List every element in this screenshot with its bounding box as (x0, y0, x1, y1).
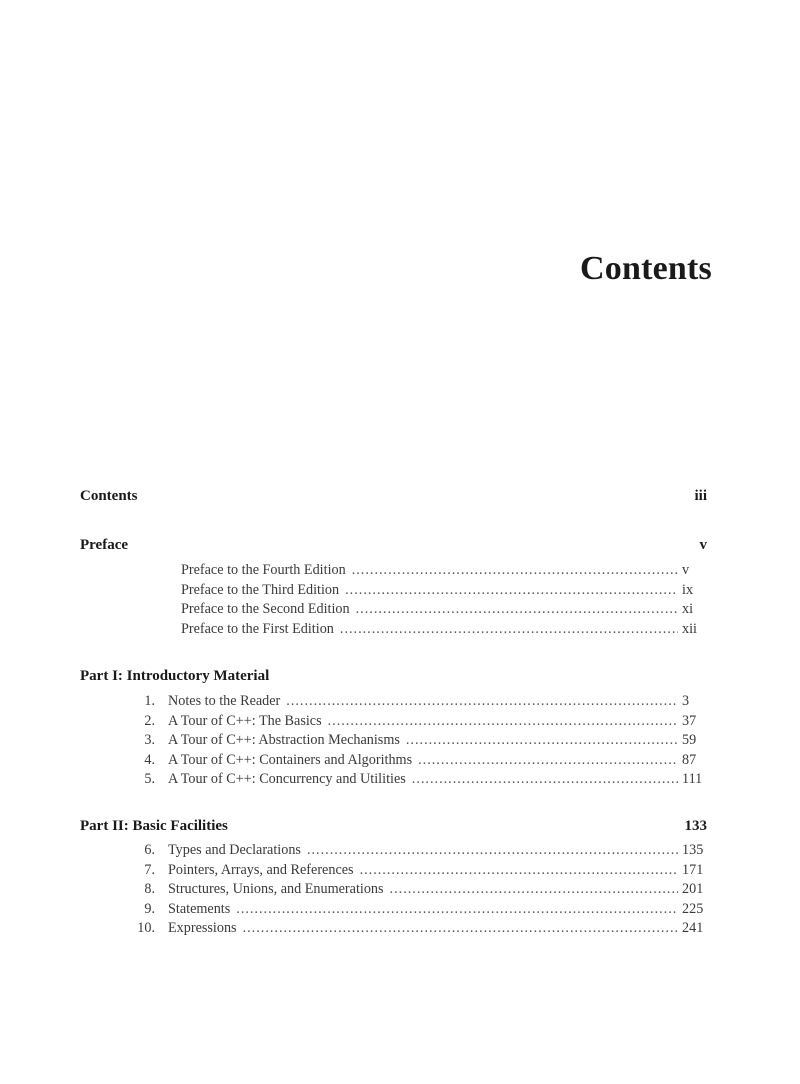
entry-title: Structures, Unions, and Enumerations (168, 881, 384, 898)
toc-section-part1[interactable] (80, 666, 707, 686)
entry-title: Preface to the Third Edition (181, 581, 340, 598)
toc-entry[interactable] (80, 581, 707, 601)
dot-leader (307, 841, 678, 861)
entry-title: Preface to the First Edition (181, 620, 334, 637)
preface-entries (80, 561, 707, 639)
entry-page: ix (682, 581, 694, 598)
toc-entry[interactable] (80, 919, 707, 939)
dot-leader (243, 919, 678, 939)
dot-leader (328, 712, 678, 732)
dot-leader (360, 861, 678, 881)
toc-entry[interactable] (80, 900, 707, 920)
entry-title: Preface to the Second Edition (181, 601, 350, 618)
entry-page: 37 (682, 712, 697, 729)
section-label: Preface (80, 537, 129, 553)
entry-page: 59 (682, 732, 697, 749)
entry-title: A Tour of C++: Abstraction Mechanisms (168, 732, 400, 749)
entry-page: xii (682, 620, 697, 637)
section-label: Contents (80, 488, 138, 504)
section-page: iii (694, 488, 707, 504)
section-label: Part I: Introductory Material (80, 668, 270, 684)
entry-number: 1. (144, 693, 155, 709)
toc-entry[interactable] (80, 880, 707, 900)
dot-leader (236, 900, 678, 920)
entry-number: 8. (144, 881, 155, 898)
entry-page: v (682, 562, 690, 578)
toc-entry[interactable] (80, 861, 707, 881)
entry-number: 2. (144, 712, 155, 729)
dot-leader (340, 620, 678, 640)
toc-entry[interactable] (80, 561, 707, 581)
section-page: 133 (684, 818, 707, 834)
toc-section-preface[interactable] (80, 535, 707, 555)
toc-entry[interactable] (80, 692, 707, 712)
dot-leader (345, 581, 678, 601)
dot-leader (390, 880, 678, 900)
entry-number: 10. (137, 920, 155, 937)
section-label: Part II: Basic Facilities (80, 818, 228, 834)
toc-entry[interactable] (80, 731, 707, 751)
toc-entry[interactable] (80, 620, 707, 640)
entry-page: 241 (682, 920, 704, 937)
entry-title: A Tour of C++: The Basics (168, 712, 322, 729)
entry-title: A Tour of C++: Containers and Algorithms (168, 751, 413, 768)
entry-title: Statements (168, 900, 231, 917)
entry-number: 6. (144, 842, 155, 858)
dot-leader (286, 692, 678, 712)
entry-page: 87 (682, 751, 697, 768)
entry-page: xi (682, 601, 694, 618)
page-title: Contents (580, 250, 712, 287)
toc-entry[interactable] (80, 751, 707, 771)
entry-number: 5. (144, 771, 155, 788)
entry-page: 201 (682, 881, 704, 898)
toc-entry[interactable] (80, 712, 707, 732)
entry-page: 111 (682, 771, 703, 788)
dot-leader (412, 770, 678, 790)
entry-title: Pointers, Arrays, and References (168, 861, 354, 878)
entry-number: 3. (144, 732, 155, 749)
entry-page: 3 (682, 693, 690, 709)
entry-number: 9. (144, 900, 155, 917)
toc-section-contents[interactable] (80, 486, 707, 506)
toc-entry[interactable] (80, 600, 707, 620)
entry-title: A Tour of C++: Concurrency and Utilities (168, 771, 406, 788)
section-page: v (699, 537, 707, 553)
entry-page: 135 (682, 842, 704, 858)
toc-section-part2[interactable] (80, 816, 707, 836)
toc-entry[interactable] (80, 841, 707, 861)
dot-leader (418, 751, 678, 771)
part1-entries (80, 692, 707, 790)
toc-entry[interactable] (80, 770, 707, 790)
dot-leader (352, 561, 678, 581)
dot-leader (356, 600, 678, 620)
entry-number: 4. (144, 751, 155, 768)
entry-page: 225 (682, 900, 704, 917)
dot-leader (406, 731, 678, 751)
entry-title: Notes to the Reader (168, 693, 281, 709)
entry-number: 7. (144, 861, 155, 878)
entry-title: Types and Declarations (168, 842, 301, 858)
entry-title: Preface to the Fourth Edition (181, 562, 346, 578)
part2-entries (80, 841, 707, 939)
entry-title: Expressions (168, 920, 237, 937)
entry-page: 171 (682, 861, 704, 878)
